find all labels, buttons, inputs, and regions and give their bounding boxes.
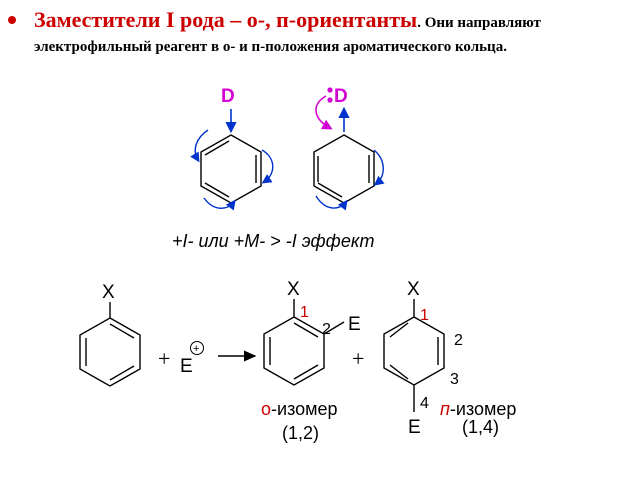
lone-pair-dot [327,97,332,102]
para-pos2: 2 [454,332,463,349]
electrophile-e: E [180,356,193,377]
ortho-isomer-label [261,399,338,419]
bullet-tail: . Они направляют электрофильный реагент в о- и п-положения ароматического кольца. [34,15,541,55]
curved-arrow-icon [262,150,273,182]
para-pos4: 4 [420,395,429,412]
charge-plus: + [193,343,200,355]
ortho-x: X [287,279,300,300]
ortho-locants: (1,2) [282,423,320,443]
plus-sign-2: + [352,346,365,371]
donor-label-2: D [334,86,348,107]
plus-sign: + [158,346,171,371]
para-pos1: 1 [420,307,429,324]
para-prefix: п [440,399,450,419]
para-name: -изомер [449,399,517,419]
ortho-e: E [348,314,361,335]
reactant-benzene [80,302,140,386]
para-locants: (1,4) [462,417,500,437]
para-pos3: 3 [450,371,459,388]
curved-arrow-icon [204,198,234,208]
ortho-pos1: 1 [300,304,309,321]
donor-label-1: D [221,86,235,107]
para-x: X [407,279,420,300]
ortho-pos2: 2 [322,321,331,338]
benzene-ring-resonance-1 [201,135,261,203]
ortho-name: -изомер [271,399,338,419]
para-e: E [408,417,421,438]
lone-pair-dot [327,87,332,92]
para-isomer-label [440,399,516,419]
curved-arrow-icon [374,150,383,184]
bullet-heading: Заместители I рода – о-, п-ориентанты [34,7,418,32]
benzene-ring-resonance-2 [314,135,374,203]
reactant-x: X [102,282,115,303]
ortho-prefix: о [261,399,272,419]
para-product [384,299,444,412]
effects-line: +I- или +M- > -I эффект [172,231,375,251]
